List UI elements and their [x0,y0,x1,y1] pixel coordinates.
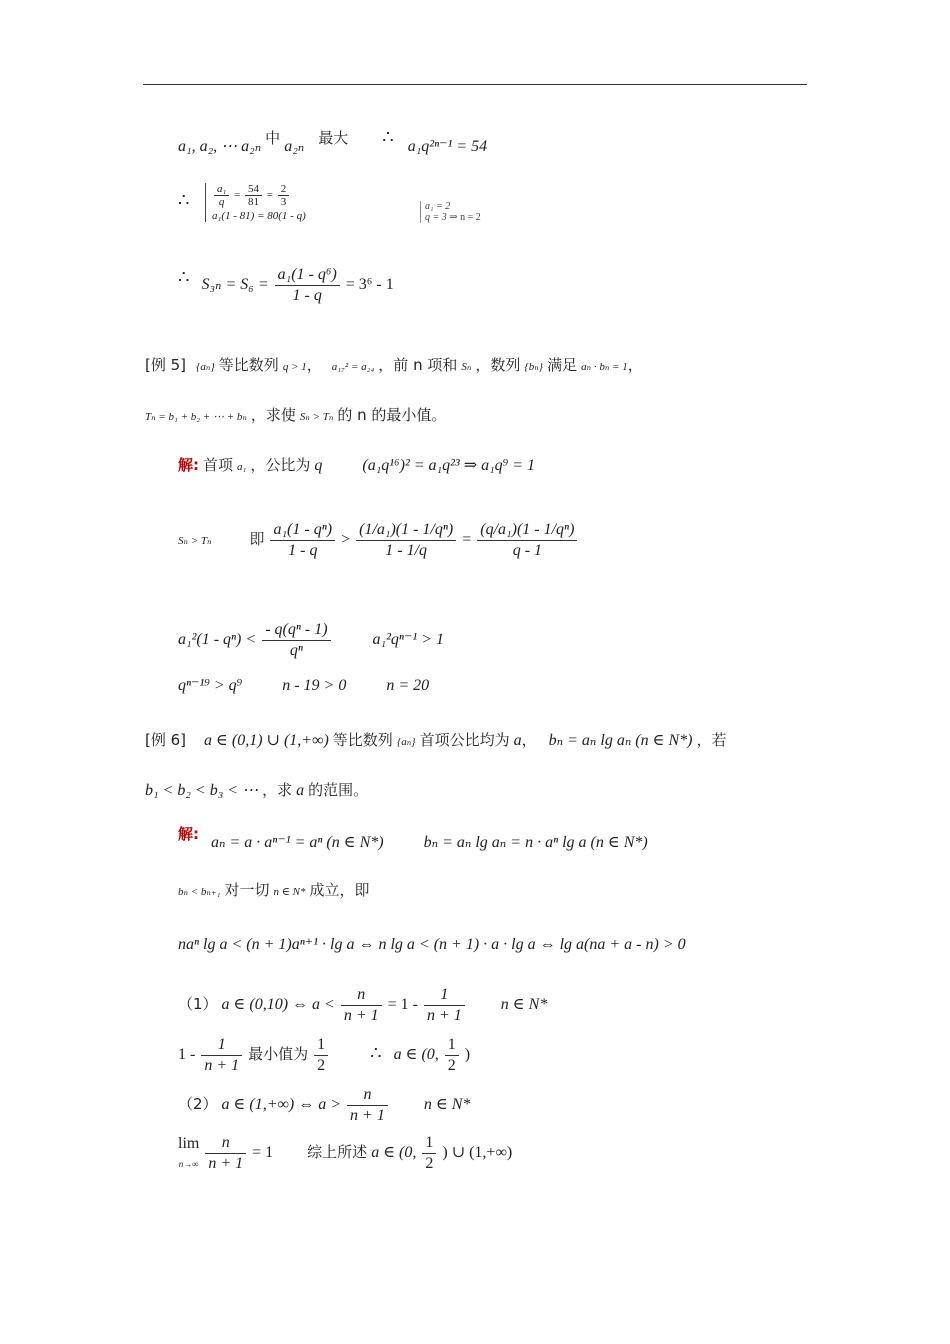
result: n = 20 [386,677,430,694]
fraction: $\frac{1}{n + 1}$ [201,1035,242,1076]
fraction: $\frac{\text{a₁}}{q}$ [214,183,229,208]
text: ，前 n 项和 [378,356,458,374]
range-end: ) ∪ (1,+∞) [442,1144,513,1162]
sequence-b: {bₙ} [524,361,544,373]
text: 的范围。 [308,781,369,799]
text: ，求使 [250,406,296,424]
line-s3n [178,265,394,306]
solution-label: 解: [178,456,199,474]
sol5-line3 [178,620,444,661]
equivalence-chain: naⁿ lg a < (n + 1)aⁿ⁺¹ · lg a ⇔ n lg a < (n + 1) · a · lg a ⇔ lg a(na + a - n) > 0 [178,936,686,953]
condition: n ∈ N* [423,1096,471,1114]
max-term: a₂ₙ [284,138,305,155]
fraction: $\frac{\text{a₁(1 - q⁶)}}{1 - q}$ [275,265,340,306]
expression: = 1 - [387,996,418,1014]
fraction: $\frac{1}{2}$ [422,1133,436,1174]
sequence: {aₙ} [196,361,215,373]
fraction: $\frac{1}{2}$ [314,1035,328,1076]
ex6-line2 [145,780,368,801]
line-system [178,190,189,212]
inequality: bₙ < bₙ₊₁ [178,886,221,898]
side-row-2: q = 3 [425,212,447,223]
header-rule [143,84,807,85]
inequality: Sₙ > Tₙ [299,411,334,423]
bn-def: bₙ = aₙ lg aₙ (n ∈ N*) [548,732,693,749]
expression: a ∈ (0,10) ⇔ a < [221,996,335,1014]
expression: a ∈ (1,+∞) ⇔ a > [221,1096,342,1114]
fraction: $\frac{n}{n + 1}$ [205,1133,246,1174]
line-max-term [178,127,488,157]
text: 等比数列 [332,731,393,749]
sum-tn: Tₙ = b₁ + b₂ + ⋯ + bₙ [145,411,247,423]
lhs: S₃ₙ = S₆ = [201,276,269,294]
sol6-min [178,1035,470,1076]
text: 综上所述 [307,1143,368,1162]
a: a [513,732,522,749]
inequality: Sₙ > Tₙ [178,535,212,548]
range-end: ) [464,1046,471,1064]
text: ，若 [696,731,727,749]
system-row-2: a₁(1 - 81) = 80(1 - q) [212,210,306,222]
rhs: = 3⁶ - 1 [345,276,394,294]
therefore-symbol: ∴ [178,267,190,288]
fraction: $\frac{\text{(q/a₁)(1 - 1/qⁿ)}}{q - 1}$ [477,520,577,561]
text: ， [627,356,643,374]
fraction: $\frac{n}{n + 1}$ [341,985,382,1026]
text-mid: 中 [265,129,281,147]
equation: a₁q²ⁿ⁻¹ = 54 [407,138,488,155]
ex5-line2 [145,405,446,427]
side-system [420,201,481,223]
fraction: $\frac{1}{2}$ [445,1035,459,1076]
condition: a ∈ (0,1) ∪ (1,+∞) [204,732,329,749]
inequality: n - 19 > 0 [282,677,347,694]
text: 首项公比均为 [419,731,510,749]
sol6-line3 [178,935,686,955]
text-max: 最大 [318,129,349,147]
case-label: （1） [178,995,218,1014]
text: 最小值为 [248,1045,309,1064]
lim-sub: n→∞ [178,1158,199,1169]
sol6-limit [178,1133,512,1174]
fraction: $\frac{1}{n + 1}$ [424,985,465,1026]
lhs: a₁²(1 - qⁿ) < [178,631,257,649]
sol6-case2 [178,1085,470,1126]
system-brace [205,183,306,222]
ex6-line1 [145,730,727,752]
sol5-line4 [178,676,429,696]
a1: a₁ [237,461,247,473]
side-implies: ⇒ n = 2 [449,212,481,223]
text: 成立，即 [309,881,370,899]
text: 首项 [203,456,234,474]
text: ， [306,356,322,374]
fraction: $\frac{54}{81}$ [245,183,262,208]
fraction: $\frac{n}{n + 1}$ [347,1085,388,1126]
range: a ∈ (0, [371,1144,417,1162]
case-label: （2） [178,1095,218,1114]
condition: n ∈ N* [273,886,306,898]
chain-inequality: b₁ < b₂ < b₃ < ⋯ [145,782,259,799]
gt-sign: > [341,531,351,549]
example-tag: [例 6] [145,731,187,749]
side-row-1: a₁ = 2 [425,201,451,212]
text: 的 n 的最小值。 [337,406,447,424]
text: ，公比为 [250,456,311,474]
sol6-line2 [178,880,370,902]
sol5-line2 [178,520,579,561]
an-formula: aₙ = a · aⁿ⁻¹ = aⁿ (n ∈ N*) [211,834,384,851]
lim-operator [178,1134,199,1174]
sum-sn: Sₙ [461,361,472,373]
therefore-symbol: ∴ [382,127,394,147]
sequence: {aₙ} [396,736,416,748]
eq-sign: = [234,189,241,202]
sol6-case1 [178,985,547,1026]
inequality: qⁿ⁻¹⁹ > q⁹ [178,677,243,694]
solution-label: 解: [178,825,199,843]
therefore-symbol: ∴ [178,190,190,210]
fraction: $\frac{\text{a₁(1 - qⁿ)}}{1 - q}$ [270,520,335,561]
text: 等比数列 [218,356,279,374]
bn-formula: bₙ = aₙ lg aₙ = n · aⁿ lg a (n ∈ N*) [423,834,648,851]
sequence: a₁, a₂, ⋯ a₂ₙ [178,138,262,155]
expression: 1 - [178,1046,196,1064]
range: a ∈ (0, [393,1046,439,1064]
fraction: $\frac{2}{3}$ [278,183,290,208]
condition: n ∈ N* [500,996,548,1014]
eq-sign: = [266,189,274,202]
inequality: a₁²qⁿ⁻¹ > 1 [372,631,444,649]
text: 对一切 [224,881,270,899]
condition: q > 1 [282,361,307,373]
fraction: $\frac{\text{- q(qⁿ - 1)}}{\text{qⁿ}}$ [262,620,330,661]
fraction: $\frac{\text{(1/a₁)(1 - 1/qⁿ)}}{1 - 1/q}$ [356,520,456,561]
condition: a₁₇² = a₂₄ [331,361,375,373]
ex5-line1 [145,355,643,377]
text: 满足 [547,356,578,374]
q: q [314,457,323,474]
text: 即 [249,530,265,549]
lim: lim [178,1134,200,1152]
sol5-line1 [178,455,535,477]
equation: (a₁q¹⁶)² = a₁q²³ ⇒ a₁q⁹ = 1 [362,457,536,474]
example-tag: [例 5] [145,356,187,374]
therefore-symbol: ∴ [370,1043,382,1064]
condition: aₙ · bₙ = 1 [581,361,628,373]
text: ，求 [262,781,293,799]
eq-sign: = [462,531,472,549]
text: ， [521,731,537,749]
sol6-line1 [178,825,648,853]
text: ，数列 [475,356,521,374]
a: a [296,782,305,799]
eq: = 1 [252,1144,274,1162]
